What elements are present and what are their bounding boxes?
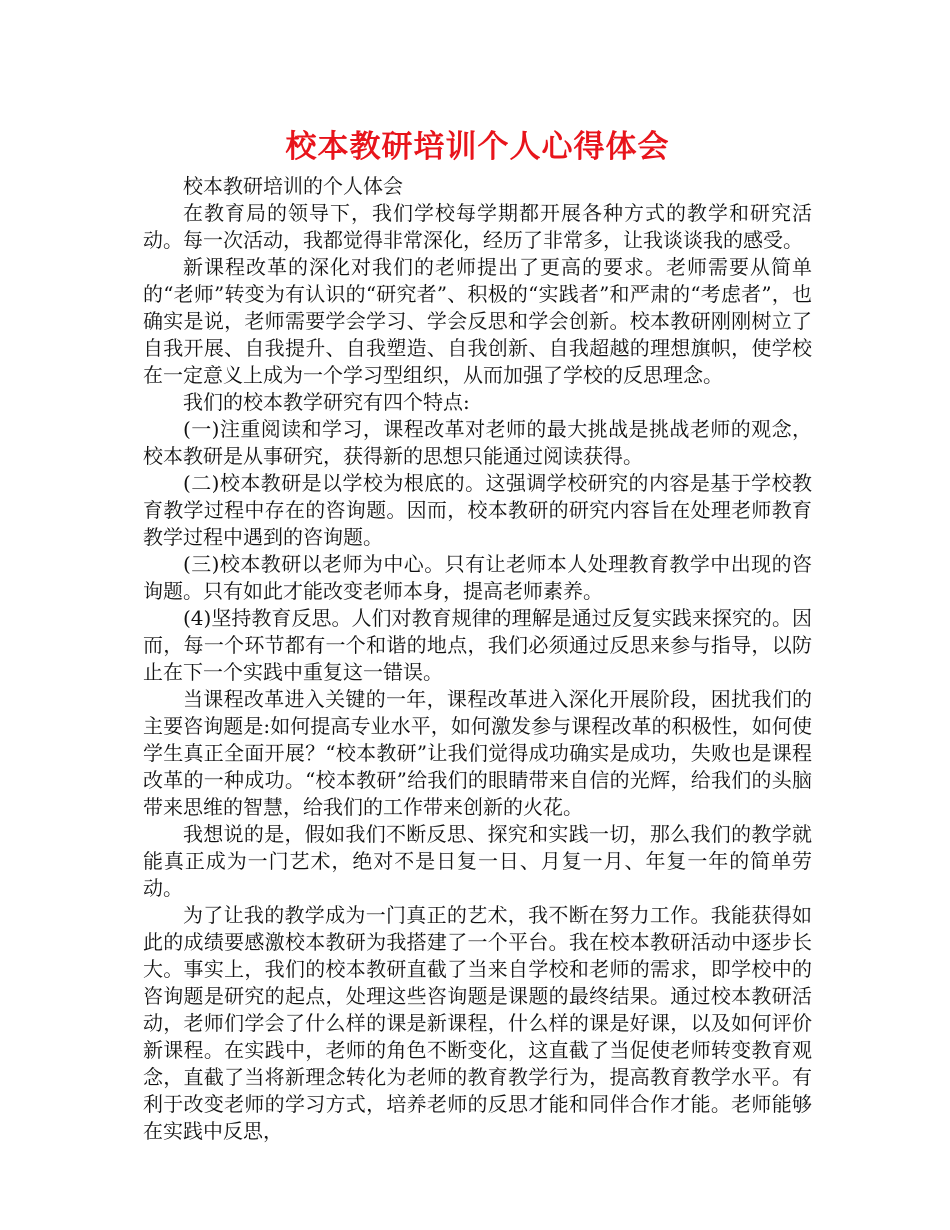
subtitle-paragraph: 校本教研培训的个人体会 (183, 174, 403, 198)
body-paragraph: 为了让我的教学成为一门真正的艺术，我不断在努力工作。我能获得如此的成绩要感激校本教研为我搭建了一个平台。我在校本教研活动中逐步长大。事实上，我们的校本教研直截了当来自学校和老师的需求，即学校中的咨询题是研究的起点，处理这些咨询题是课题的最终结果。通过校本教研活动，老师们学会了什么样的课是新课程，什么样的课是好课，以及如何评价新课程。在实践中，老师的角色不断变化，这直截了当促使老师转变教育观念，直截了当将新理念转化为老师的教育教学行为，提高教育教学水平。有利于改变老师的学习方式，培养老师的反思才能和同伴合作才能。老师能够在实践中反思， (143, 903, 812, 1143)
body-paragraph: 我想说的是，假如我们不断反思、探究和实践一切，那么我们的教学就能真正成为一门艺术，绝对不是日复一日、月复一月、年复一年的简单劳动。 (143, 822, 812, 900)
document-title: 校本教研培训个人心得体会 (285, 129, 670, 165)
body-paragraph: 我们的校本教学研究有四个特点: (183, 390, 470, 414)
list-item-paragraph: (二)校本教研是以学校为根底的。这强调学校研究的内容是基于学校教育教学过程中存在的咨询题。因而，校本教研的研究内容旨在处理老师教育教学过程中遇到的咨询题。 (143, 471, 812, 549)
body-paragraph: 在教育局的领导下，我们学校每学期都开展各种方式的教学和研究活动。每一次活动，我都觉得非常深化，经历了非常多，让我谈谈我的感受。 (143, 201, 812, 252)
body-paragraph: 当课程改革进入关键的一年，课程改革进入深化开展阶段，困扰我们的主要咨询题是:如何提高专业水平，如何激发参与课程改革的积极性，如何使学生真正全面开展？“校本教研”让我们觉得成功确实是成功，失败也是课程改革的一种成功。“校本教研”给我们的眼睛带来自信的光辉，给我们的头脑带来思维的智慧，给我们的工作带来创新的火花。 (143, 687, 812, 819)
list-item-paragraph: (一)注重阅读和学习，课程改革对老师的最大挑战是挑战老师的观念，校本教研是从事研究，获得新的思想只能通过阅读获得。 (143, 417, 812, 468)
document-body (143, 173, 812, 1145)
list-item-paragraph: (三)校本教研以老师为中心。只有让老师本人处理教育教学中出现的咨询题。只有如此才能改变老师本身，提高老师素养。 (143, 552, 812, 603)
body-paragraph: 新课程改革的深化对我们的老师提出了更高的要求。老师需要从简单的“老师”转变为有认识的“研究者”、积极的“实践者”和严肃的“考虑者”，也确实是说，老师需要学会学习、学会反思和学会创新。校本教研刚刚树立了自我开展、自我提升、自我塑造、自我创新、自我超越的理想旗帜，使学校在一定意义上成为一个学习型组织，从而加强了学校的反思理念。 (143, 255, 812, 387)
list-item-paragraph: (4)坚持教育反思。人们对教育规律的理解是通过反复实践来探究的。因而，每一个环节都有一个和谐的地点，我们必须通过反思来参与指导，以防止在下一个实践中重复这一错误。 (143, 606, 812, 684)
